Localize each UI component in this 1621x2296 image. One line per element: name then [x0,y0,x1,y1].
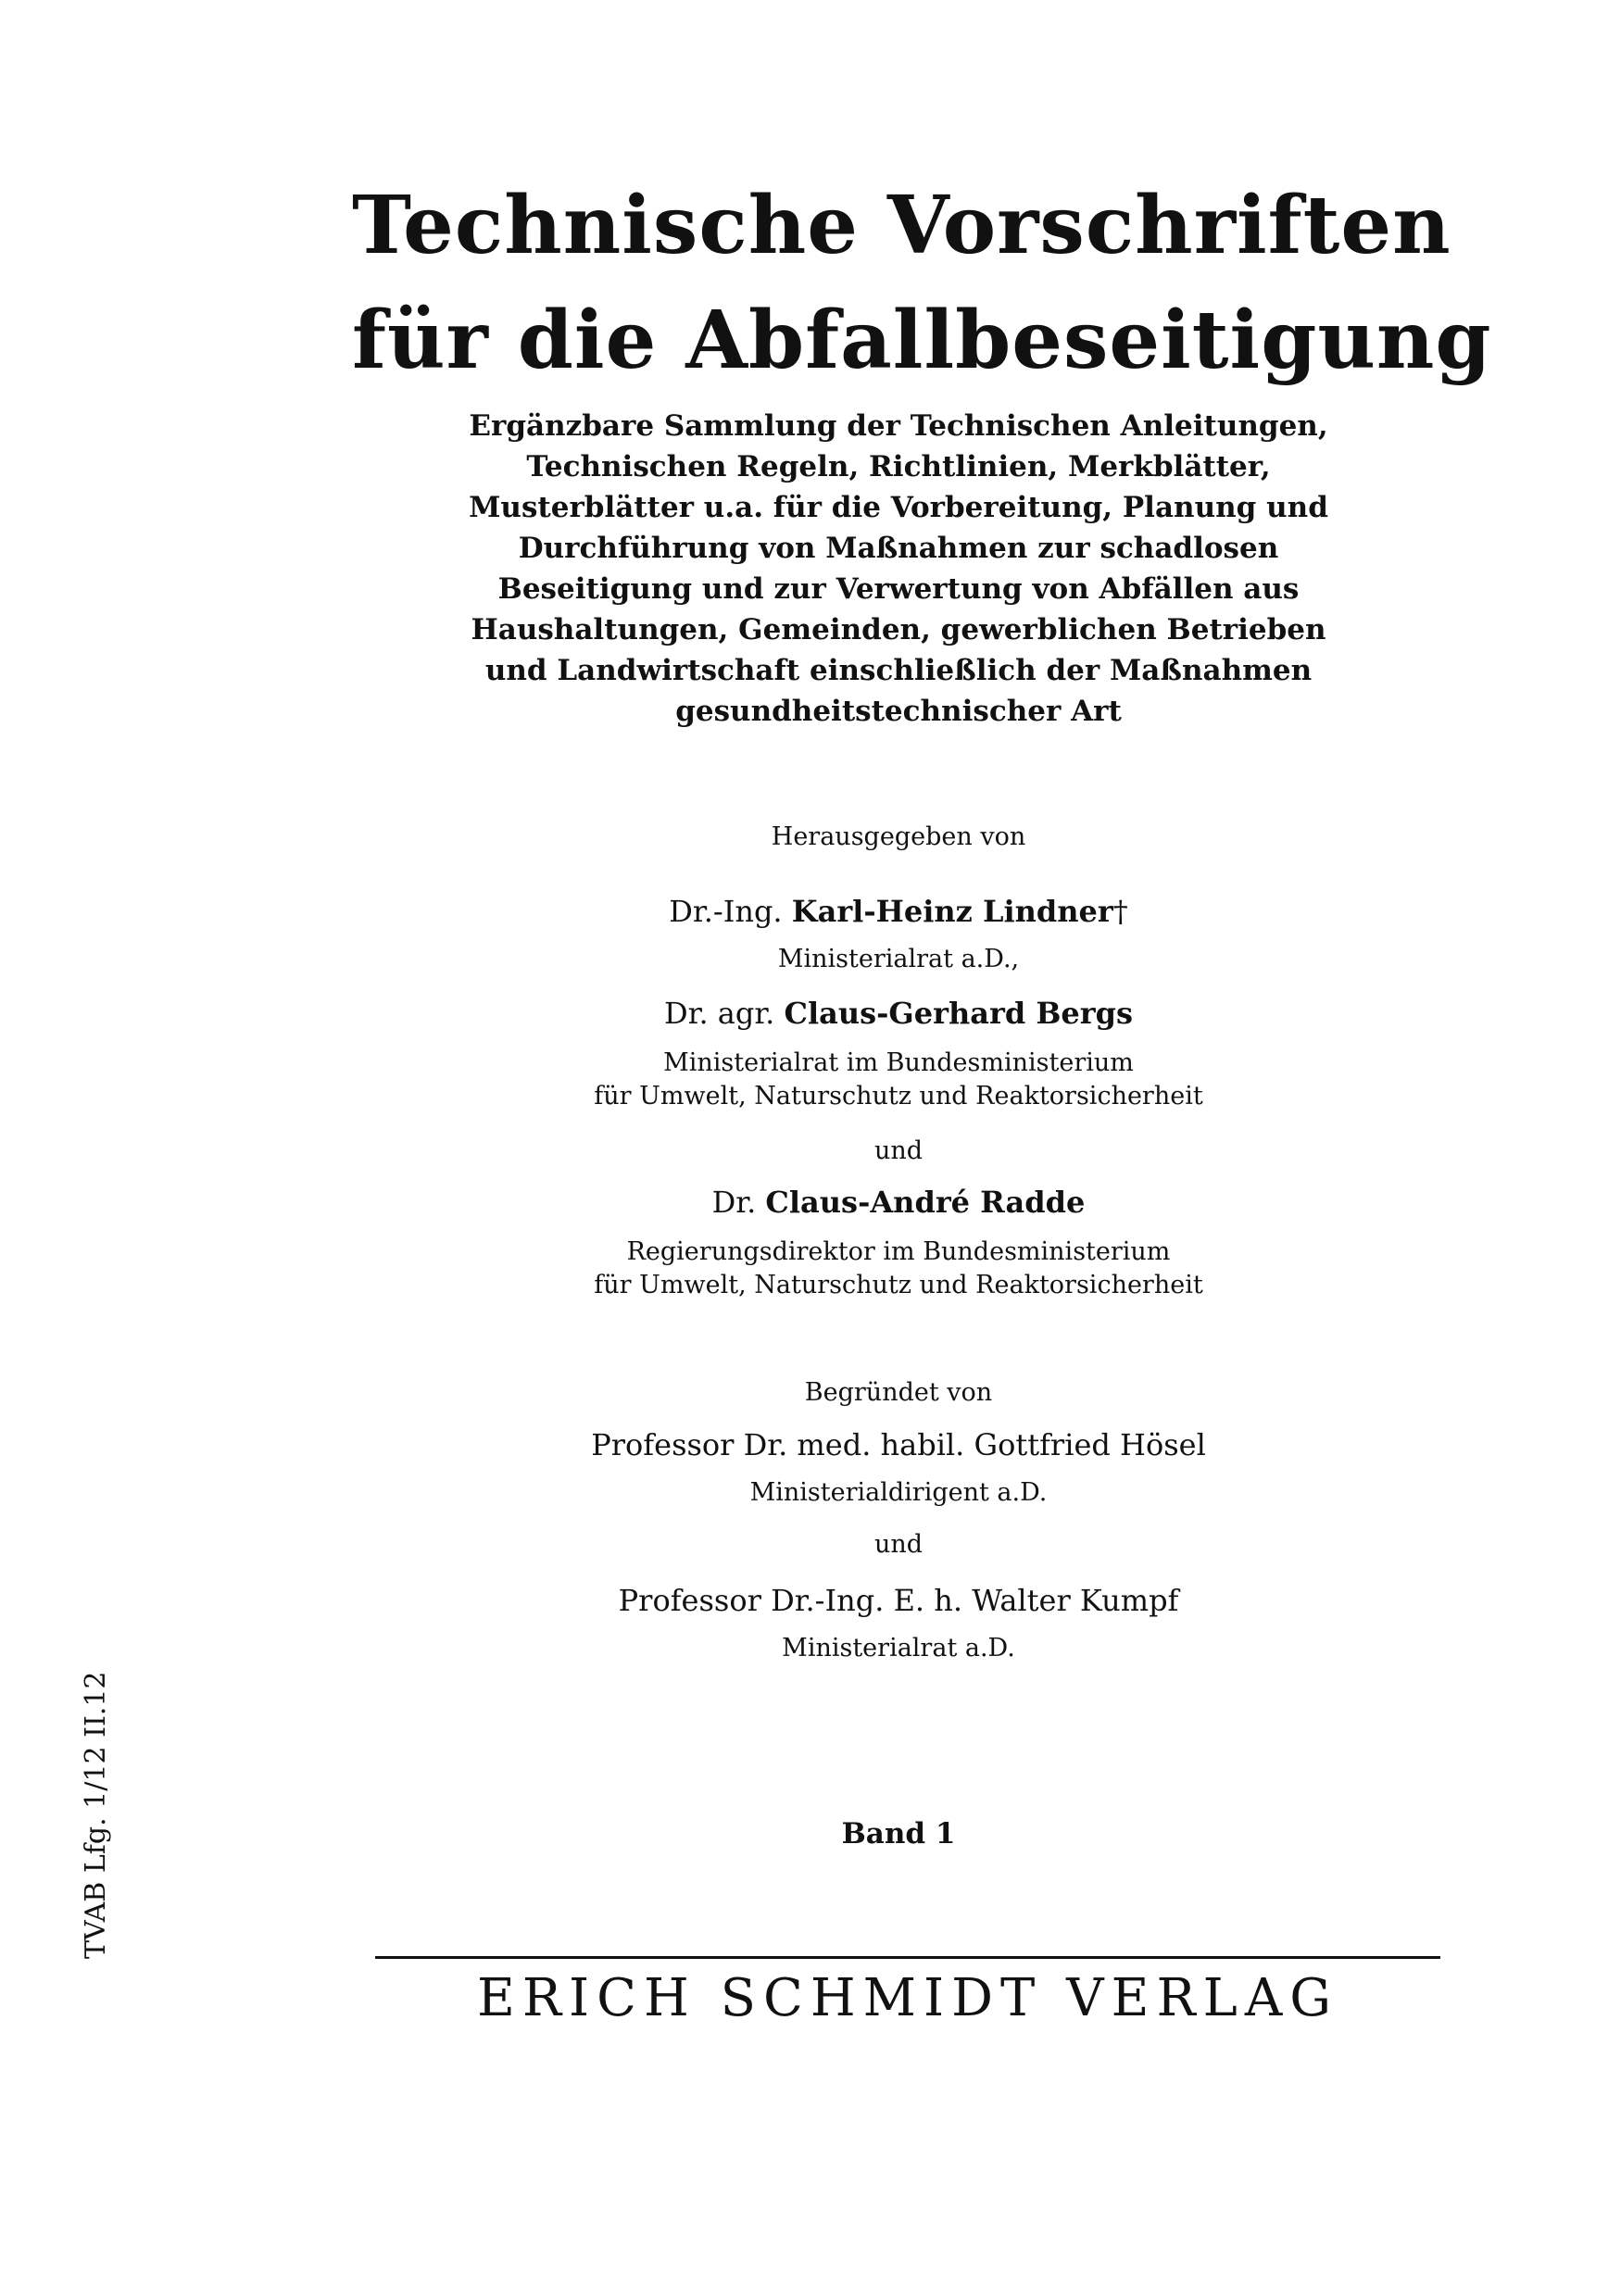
subtitle-line: und Landwirtschaft einschließlich der Maßnahmen [484,654,1313,687]
subtitle-line: Haushaltungen, Gemeinden, gewerblichen Betrieben [471,613,1326,646]
subtitle-line: Ergänzbare Sammlung der Technischen Anleitungen, [469,409,1328,443]
volume-label: Band 1 [841,1817,956,1851]
founder-1-role: Ministerialdirigent a.D. [749,1478,1048,1507]
editor-2 [352,993,1445,1034]
editor-2-role-line-2: für Umwelt, Naturschutz und Reaktorsicherheit [594,1082,1203,1110]
founder-2-name: Professor Dr.-Ing. E. h. Walter Kumpf [618,1583,1179,1618]
subtitle [408,406,1389,732]
editor-3-role-line-1: Regierungsdirektor im Bundesministerium [626,1237,1171,1266]
editor-1-prefix: Dr.-Ing. [669,894,783,929]
editor-3-prefix: Dr. [711,1185,757,1220]
editor-2-role-line-1: Ministerialrat im Bundesministerium [663,1048,1134,1077]
editor-3-name: Claus-André Radde [765,1185,1086,1220]
subtitle-line: Technischen Regeln, Richtlinien, Merkblätter, [526,450,1271,483]
publisher-rule [375,1956,1440,1959]
editor-1 [352,891,1445,932]
founder-1-name: Professor Dr. med. habil. Gottfried Hösel [591,1427,1206,1462]
editors-heading: Herausgegeben von [771,822,1026,851]
founders-and: und [873,1530,924,1559]
editor-3-role-line-2: für Umwelt, Naturschutz und Reaktorsicherheit [594,1271,1203,1299]
side-reference: TVAB Lfg. 1/12 II.12 [80,1671,112,1959]
founder-2-role: Ministerialrat a.D. [782,1634,1015,1662]
main-title [352,169,1492,398]
editor-3 [352,1182,1445,1223]
editor-1-role: Ministerialrat a.D., [777,945,1020,973]
editor-1-dagger: † [1112,894,1128,929]
editor-2-prefix: Dr. agr. [664,996,775,1031]
editor-2-name: Claus-Gerhard Bergs [784,996,1133,1031]
subtitle-line: Durchführung von Maßnahmen zur schadlosen [518,532,1279,565]
editor-1-name: Karl-Heinz Lindner [791,894,1113,929]
founders-heading: Begründet von [804,1378,993,1407]
subtitle-line: Musterblätter u.a. für die Vorbereitung, Planung und [469,491,1328,524]
subtitle-line: Beseitigung und zur Verwertung von Abfällen aus [497,572,1300,606]
editors-and: und [873,1136,924,1165]
subtitle-line: gesundheitstechnischer Art [675,695,1122,728]
publisher-name: ERICH SCHMIDT VERLAG [476,1968,1339,2028]
main-title-line-2: für die Abfallbeseitigung [352,294,1492,387]
main-title-line-1: Technische Vorschriften [352,179,1451,272]
